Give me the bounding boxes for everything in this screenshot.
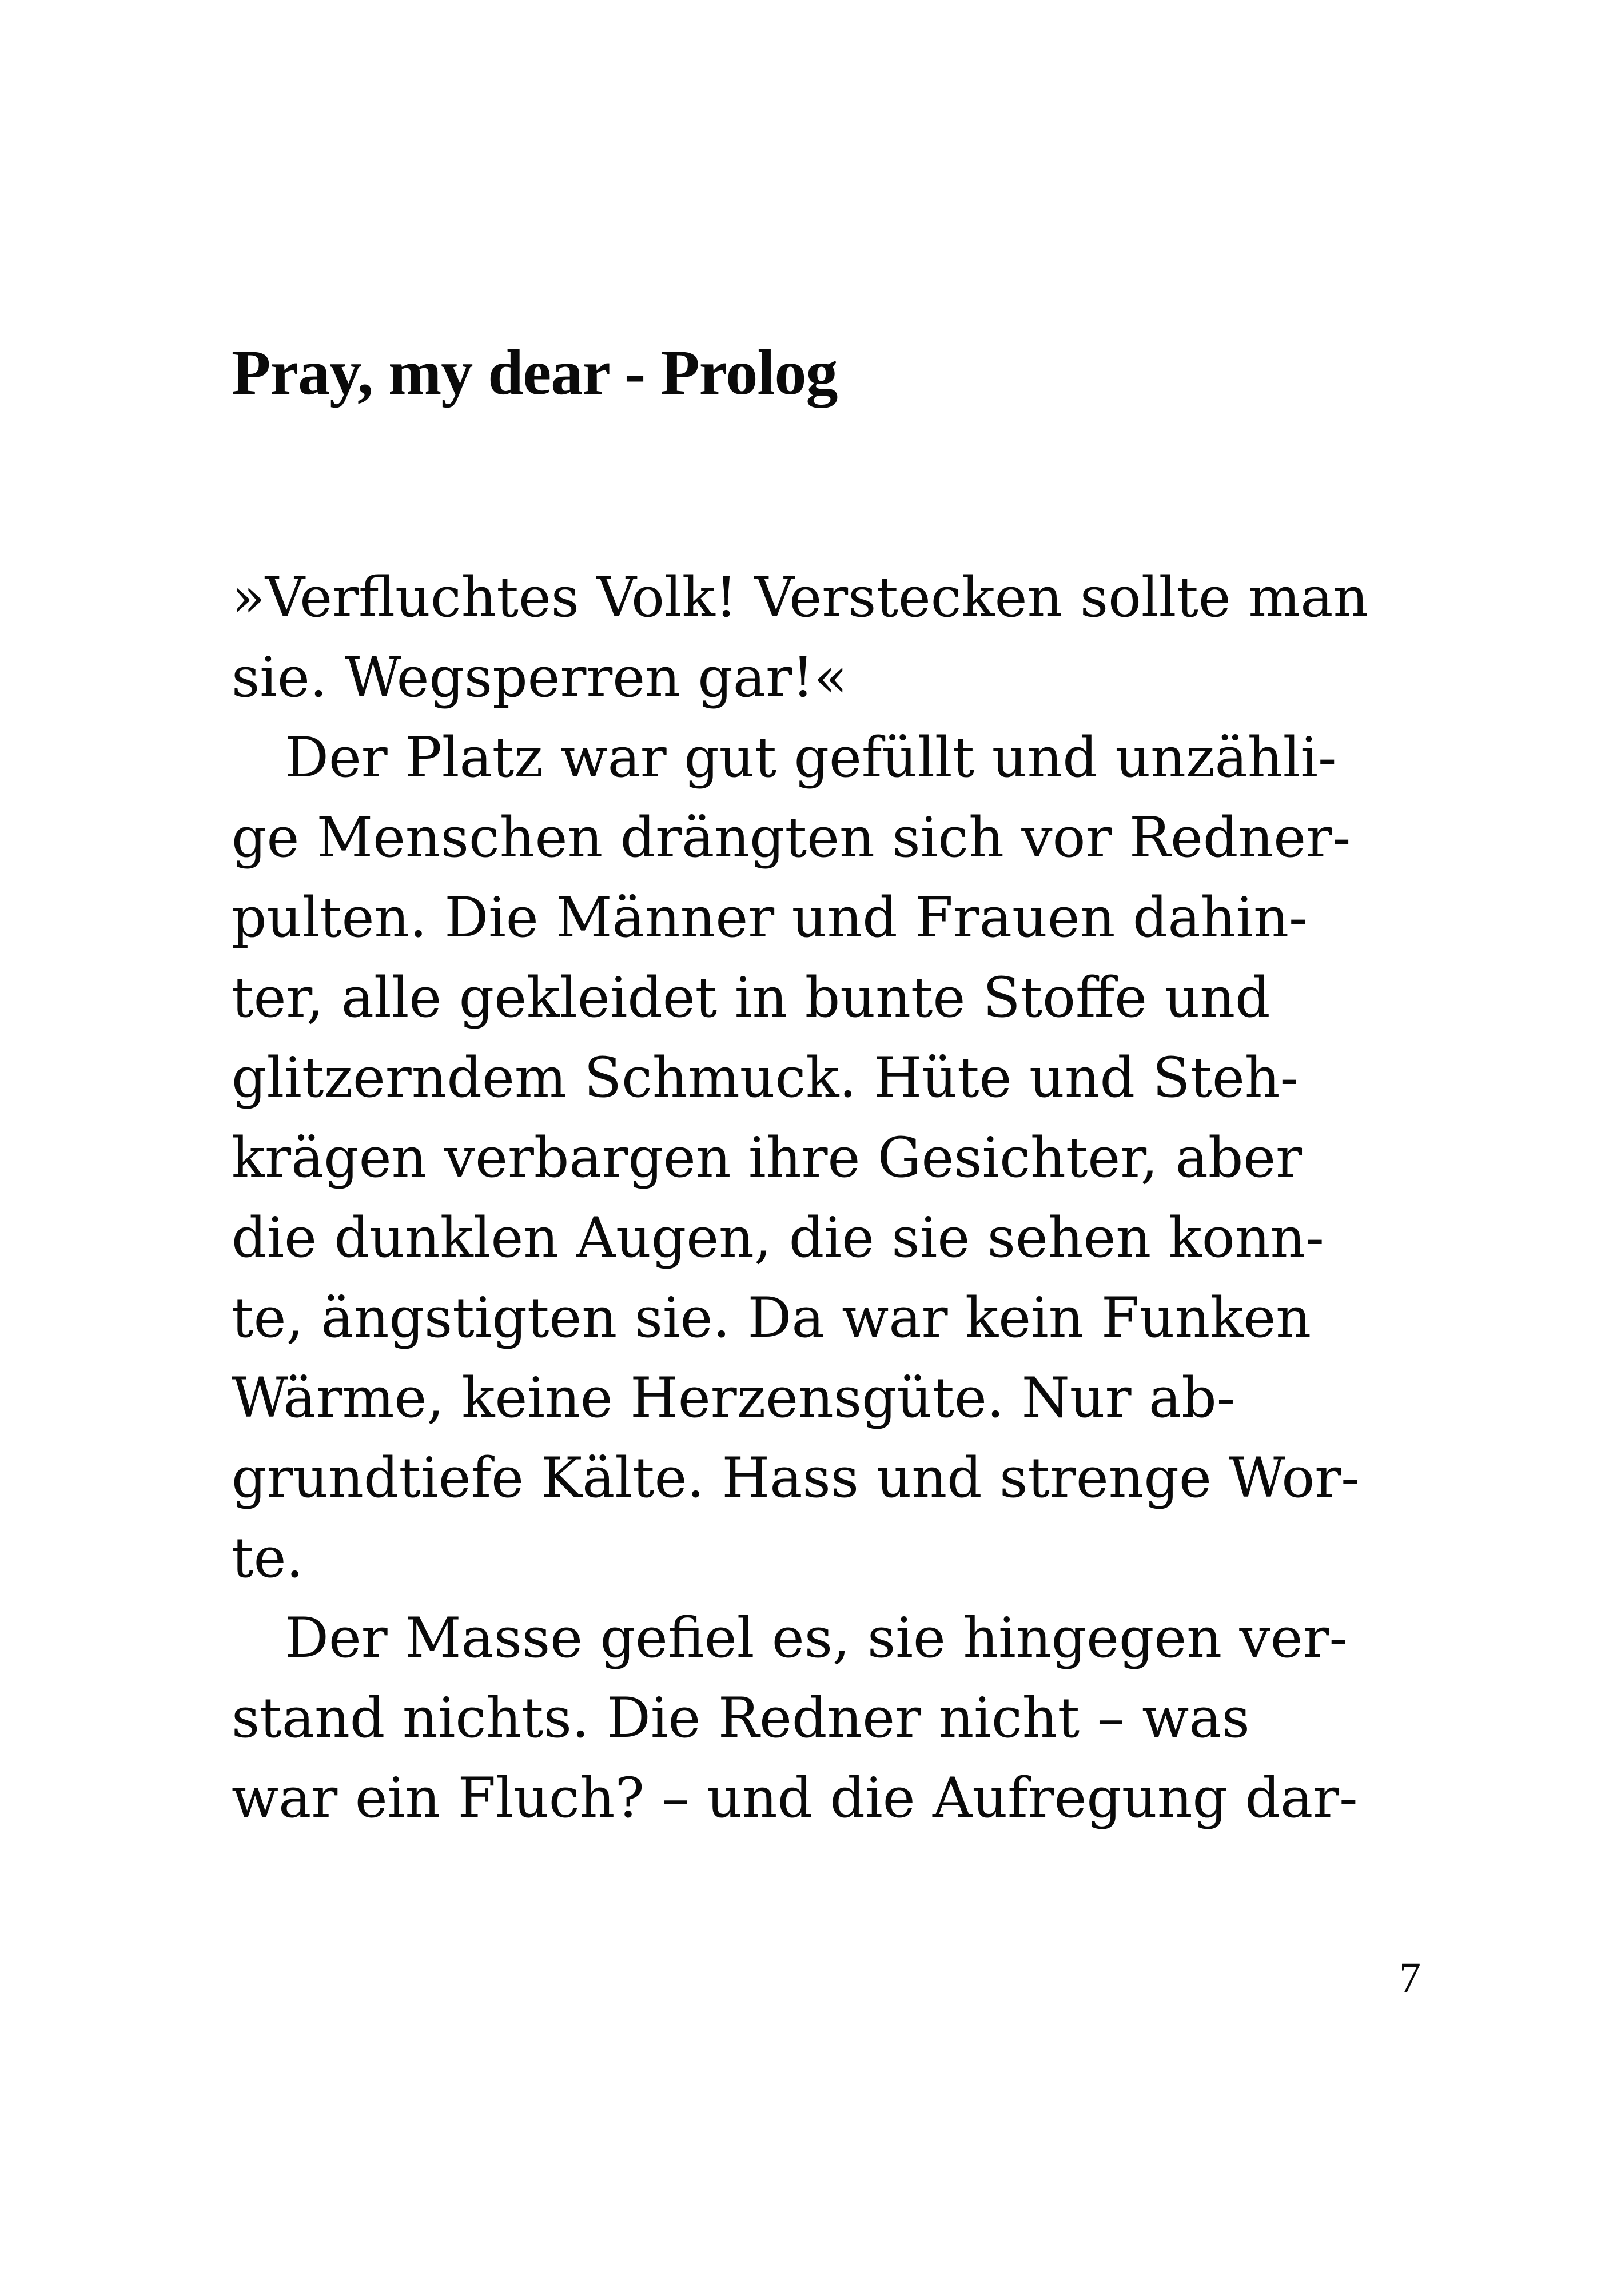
text-line: Der Platz war gut gefüllt und unzähli-	[285, 726, 1337, 790]
chapter-title: Pray, my dear - Prolog	[232, 337, 838, 408]
text-line: pulten. Die Männer und Frauen dahin-	[232, 886, 1308, 950]
text-line: stand nichts. Die Redner nicht – was	[232, 1686, 1250, 1750]
text-line: te, ängstigten sie. Da war kein Funken	[232, 1286, 1312, 1350]
text-line: te.	[232, 1526, 304, 1590]
text-line: ge Menschen drängten sich vor Redner-	[232, 806, 1351, 870]
text-line: sie. Wegsperren gar!«	[232, 645, 848, 709]
page-number: 7	[1399, 1954, 1421, 2002]
text-line: krägen verbargen ihre Gesichter, aber	[232, 1126, 1302, 1190]
text-line: ter, alle gekleidet in bunte Stoffe und	[232, 966, 1270, 1030]
text-line: Wärme, keine Herzensgüte. Nur ab-	[232, 1366, 1236, 1430]
text-line: die dunklen Augen, die sie sehen konn-	[232, 1206, 1324, 1270]
text-line: grundtiefe Kälte. Hass und strenge Wor-	[232, 1446, 1360, 1510]
text-line: Der Masse gefiel es, sie hingegen ver-	[285, 1606, 1348, 1670]
text-line: »Verfluchtes Volk! Verstecken sollte man	[232, 565, 1369, 629]
text-line: war ein Fluch? – und die Aufregung dar-	[232, 1766, 1358, 1830]
text-line: glitzerndem Schmuck. Hüte und Steh-	[232, 1046, 1299, 1110]
